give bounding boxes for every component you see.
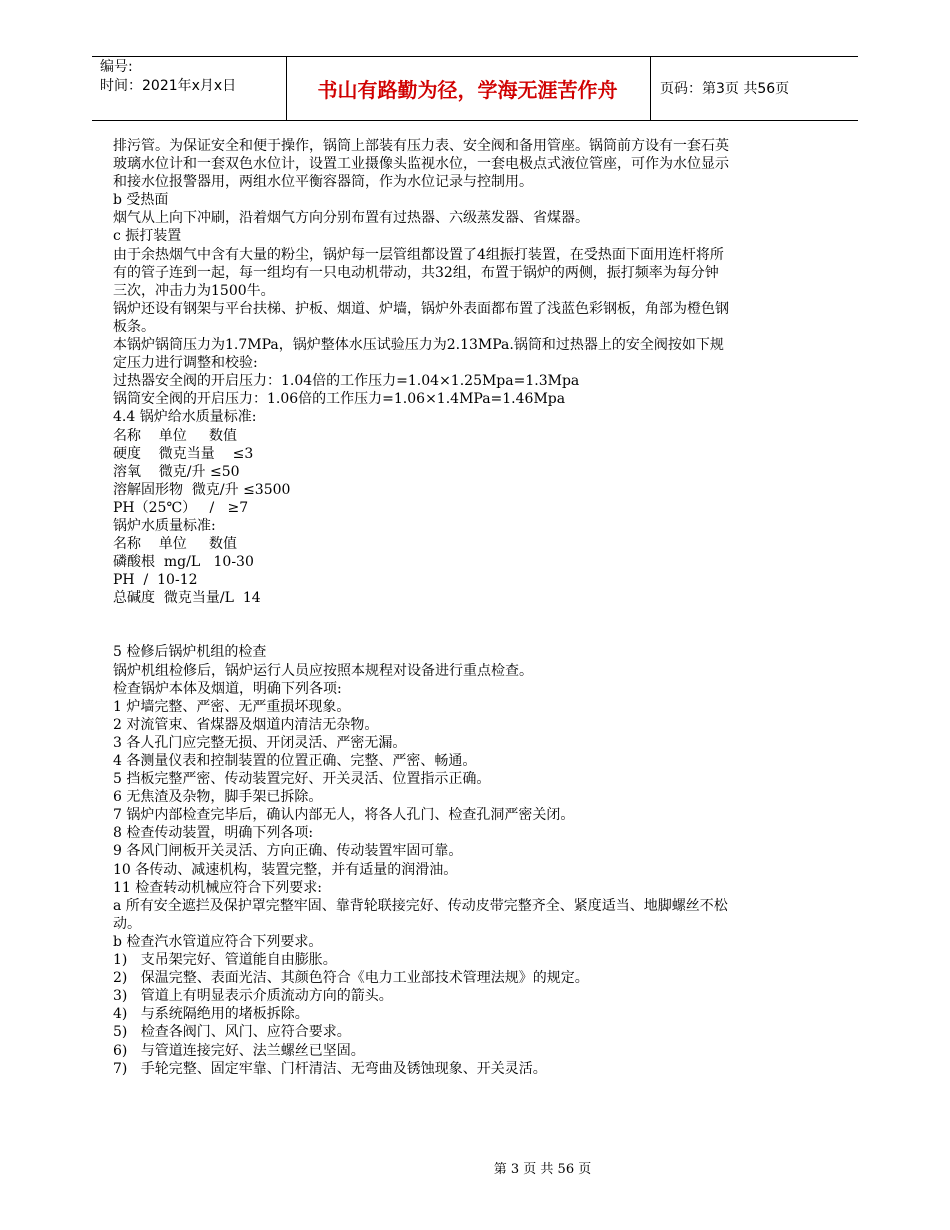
body-line: 名称 单位 数值 xyxy=(113,536,238,553)
body-line: 玻璃水位计和一套双色水位计，设置工业摄像头监视水位，一套电极点式液位管座，可作为水位显示 xyxy=(113,156,729,173)
body-line: 锅炉机组检修后，锅炉运行人员应按照本规程对设备进行重点检查。 xyxy=(113,662,533,679)
body-line: 硬度 微克当量 ≤3 xyxy=(113,445,254,462)
header-bottom-rule xyxy=(92,120,858,121)
body-line: 定压力进行调整和校验: xyxy=(113,355,258,372)
body-line: 7 锅炉内部检查完毕后，确认内部无人，将各人孔门、检查孔洞严密关闭。 xyxy=(113,807,575,824)
body-line: 和接水位报警器用，两组水位平衡容器筒，作为水位记录与控制用。 xyxy=(113,174,533,191)
body-line: 2) 保温完整、表面光洁、其颜色符合《电力工业部技术管理法规》的规定。 xyxy=(113,970,589,987)
body-line: c 振打装置 xyxy=(113,228,182,245)
body-line: 由于余热烟气中含有大量的粉尘，锅炉每一层管组都设置了4组振打装置，在受热面下面用连杆将所 xyxy=(113,246,724,263)
body-line: 6) 与管道连接完好、法兰螺丝已坚固。 xyxy=(113,1042,365,1059)
body-line: 6 无焦渣及杂物，脚手架已拆除。 xyxy=(113,789,323,806)
body-line: 动。 xyxy=(113,915,141,932)
body-line: 名称 单位 数值 xyxy=(113,427,238,444)
body-line: 总碱度 微克当量/L 14 xyxy=(113,590,261,607)
body-line: 三次，冲击力为1500牛。 xyxy=(113,282,275,299)
body-line: b 受热面 xyxy=(113,192,169,209)
header-motto: 书山有路勤为径，学海无涯苦作舟 xyxy=(317,77,618,102)
body-line: 溶氧 微克/升 ≤50 xyxy=(113,463,240,480)
header-page-label: 页码：第3页 共56页 xyxy=(660,81,790,97)
document-body xyxy=(113,137,833,1078)
body-line: 检查锅炉本体及烟道，明确下列各项: xyxy=(113,680,342,697)
body-line: 本锅炉锅筒压力为1.7MPa，锅炉整体水压试验压力为2.13MPa.锅筒和过热器上的安全阀按如下规 xyxy=(113,337,724,354)
body-line: 锅筒安全阀的开启压力：1.06倍的工作压力=1.06×1.4MPa=1.46Mpa xyxy=(113,391,566,408)
footer-page-number: 第 3 页 共 56 页 xyxy=(493,1162,592,1177)
body-line: 3 各人孔门应完整无损、开闭灵活、严密无漏。 xyxy=(113,734,407,751)
body-line xyxy=(113,607,833,643)
body-line: 5 挡板完整严密、传动装置完好、开关灵活、位置指示正确。 xyxy=(113,771,491,788)
header-number-label: 编号: xyxy=(100,59,133,75)
body-line: PH / 10-12 xyxy=(113,572,198,589)
body-line: 磷酸根 mg/L 10-30 xyxy=(113,554,254,571)
body-line: 烟气从上向下冲刷，沿着烟气方向分别布置有过热器、六级蒸发器、省煤器。 xyxy=(113,210,589,227)
body-line: b 检查汽水管道应符合下列要求。 xyxy=(113,933,323,950)
body-line: 8 检查传动装置，明确下列各项: xyxy=(113,825,314,842)
body-line: 3) 管道上有明显表示介质流动方向的箭头。 xyxy=(113,988,393,1005)
body-line: 锅炉水质量标准: xyxy=(113,517,216,534)
body-line: 5) 检查各阀门、风门、应符合要求。 xyxy=(113,1024,351,1041)
body-line: 有的管子连到一起，每一组均有一只电动机带动，共32组，布置于锅炉的两侧，振打频率为每分钟 xyxy=(113,264,719,281)
header-meta xyxy=(100,58,236,96)
body-line: 9 各风门闸板开关灵活、方向正确、传动装置牢固可靠。 xyxy=(113,843,463,860)
body-line: 2 对流管束、省煤器及烟道内清洁无杂物。 xyxy=(113,716,379,733)
body-line: 1 炉墙完整、严密、无严重损坏现象。 xyxy=(113,698,351,715)
body-line: 4) 与系统隔绝用的堵板拆除。 xyxy=(113,1006,309,1023)
body-line: 10 各传动、减速机构，装置完整，并有适量的润滑油。 xyxy=(113,861,458,878)
body-line: 排污管。为保证安全和便于操作，锅筒上部装有压力表、安全阀和备用管座。锅筒前方设有一套石英 xyxy=(113,138,729,154)
body-line: 4.4 锅炉给水质量标准: xyxy=(113,409,257,426)
body-line: 5 检修后锅炉机组的检查 xyxy=(113,644,267,661)
body-line: a 所有安全遮拦及保护罩完整牢固、靠背轮联接完好、传动皮带完整齐全、紧度适当、地脚螺丝不松 xyxy=(113,897,728,914)
body-line: 板条。 xyxy=(113,318,155,335)
body-line: 锅炉还设有钢架与平台扶梯、护板、烟道、炉墙，锅炉外表面都布置了浅蓝色彩钢板，角部为橙色钢 xyxy=(113,300,729,317)
body-line: 7) 手轮完整、固定牢靠、门杆清洁、无弯曲及锈蚀现象、开关灵活。 xyxy=(113,1060,547,1077)
header-time-label: 时间：2021年x月x日 xyxy=(100,78,237,94)
body-line: 11 检查转动机械应符合下列要求: xyxy=(113,879,322,896)
page-footer xyxy=(0,1158,950,1177)
body-line: 过热器安全阀的开启压力：1.04倍的工作压力=1.04×1.25Mpa=1.3Mpa xyxy=(113,373,580,390)
body-line: 1) 支吊架完好、管道能自由膨胀。 xyxy=(113,952,337,969)
body-line: 4 各测量仪表和控制装置的位置正确、完整、严密、畅通。 xyxy=(113,753,477,769)
body-line: PH（25℃） / ≥7 xyxy=(113,499,249,516)
body-line: 溶解固形物 微克/升 ≤3500 xyxy=(113,481,291,498)
